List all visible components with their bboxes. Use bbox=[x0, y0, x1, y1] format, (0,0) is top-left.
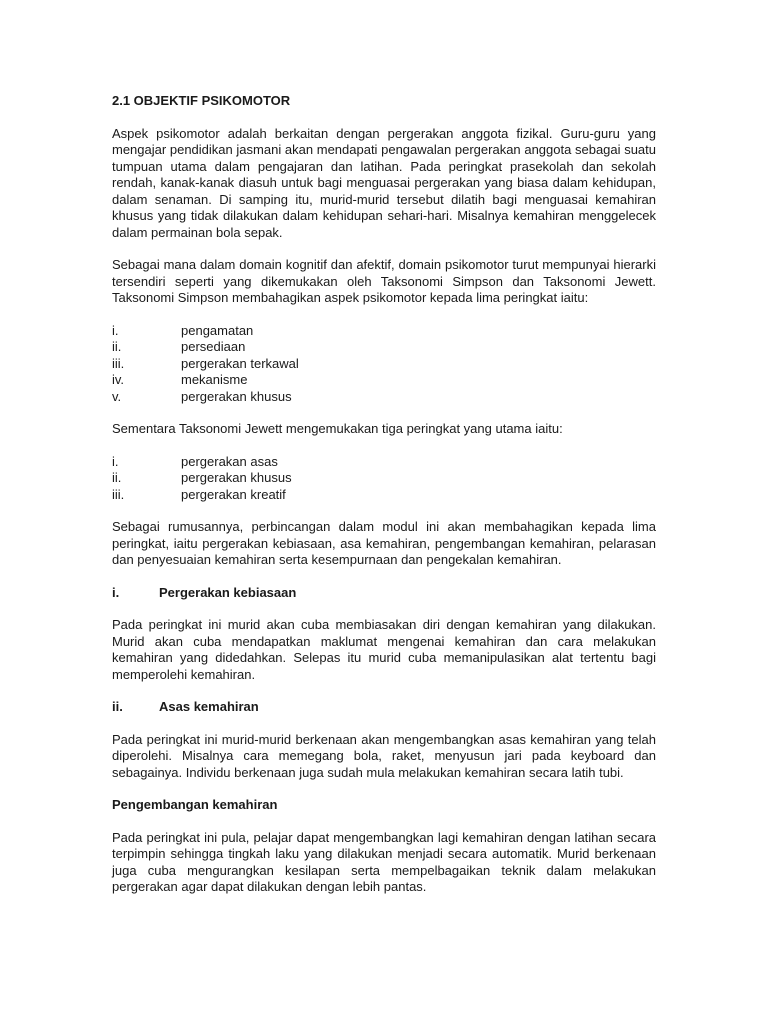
list-item bbox=[112, 323, 656, 340]
subheading-skill-development bbox=[112, 797, 656, 814]
list-item-text: persediaan bbox=[181, 339, 246, 354]
jewett-levels-list bbox=[112, 454, 656, 504]
subheading-habit bbox=[112, 585, 656, 602]
list-item-text: pergerakan asas bbox=[181, 453, 278, 469]
paragraph-habit: Pada peringkat ini murid akan cuba membiasakan diri dengan kemahiran yang dilakukan. Murid akan cuba mendapatkan maklumat mengenai kemahiran dan cara melakukan kemahiran yang didedahkan. Selepas itu murid cuba memanipulasikan alat tertentu bagi memperolehi kemahiran. bbox=[112, 617, 656, 682]
list-item bbox=[112, 470, 656, 487]
paragraph-summary: Sebagai rumusannya, perbincangan dalam modul ini akan membahagikan kepada lima peringkat, iaitu pergerakan kebiasaan, asa kemahiran, pengembangan kemahiran, pelarasan dan penyesuaian kemahiran serta kesempurnaan dan pengekalan kemahiran. bbox=[112, 519, 656, 567]
list-item bbox=[112, 487, 656, 504]
list-item-text: pergerakan khusus bbox=[181, 388, 292, 404]
document-page bbox=[112, 93, 656, 912]
list-item bbox=[112, 454, 656, 471]
paragraph-intro: Aspek psikomotor adalah berkaitan dengan pergerakan anggota fizikal. Guru-guru yang mengajar pendidikan jasmani akan mendapati pengawalan pergerakan anggota sebagai suatu tumpuan utama dalam pengajaran dan latihan. Pada peringkat prasekolah dan sekolah rendah, kanak-kanak diasuh untuk bagi menguasai pergerakan yang biasa dalam kehidupan, dalam senaman. Di samping itu, murid-murid tersebut dilatih bagi menguasai kemahiran khusus yang tidak dilakukan dalam kehidupan sehari-hari. Misalnya kemahiran menggelecek dalam permainan bola sepak. bbox=[112, 125, 656, 240]
list-item bbox=[112, 372, 656, 389]
list-item-text: pengamatan bbox=[181, 322, 254, 338]
subheading-title: Pengembangan kemahiran bbox=[112, 797, 278, 812]
paragraph-basic-skill: Pada peringkat ini murid-murid berkenaan akan mengembangkan asas kemahiran yang telah diperolehi. Misalnya cara memegang bola, raket, menyusun jari pada keyboard dan sebagainya. Individu berkenaan juga sudah mula melakukan kemahiran secara latih tubi. bbox=[112, 731, 656, 780]
subheading-title: Asas kemahiran bbox=[159, 699, 259, 714]
list-item bbox=[112, 339, 656, 356]
list-item-text: pergerakan terkawal bbox=[181, 355, 299, 371]
list-item-number: i. bbox=[112, 322, 119, 338]
section-heading: 2.1 OBJEKTIF PSIKOMOTOR bbox=[112, 93, 291, 108]
paragraph-taxonomy: Sebagai mana dalam domain kognitif dan afektif, domain psikomotor turut mempunyai hierarki tersendiri seperti yang dikemukakan oleh Taksonomi Simpson dan Taksonomi Jewett. Taksonomi Simpson membahagikan aspek psikomotor kepada lima peringkat iaitu: bbox=[112, 257, 656, 305]
list-item-text: pergerakan khusus bbox=[181, 470, 292, 485]
list-item bbox=[112, 356, 656, 373]
list-item-number: iii. bbox=[112, 355, 125, 371]
subheading-title: Pergerakan kebiasaan bbox=[159, 584, 297, 600]
list-item-number: ii. bbox=[112, 339, 122, 354]
list-item-number: v. bbox=[112, 388, 122, 404]
list-item-number: iv. bbox=[112, 372, 125, 387]
list-item-number: ii. bbox=[112, 470, 122, 485]
subheading-basic-skill bbox=[112, 699, 656, 716]
subheading-number: i. bbox=[112, 584, 120, 600]
list-item-number: i. bbox=[112, 453, 119, 469]
paragraph-jewett: Sementara Taksonomi Jewett mengemukakan tiga peringkat yang utama iaitu: bbox=[112, 421, 563, 436]
list-item-text: pergerakan kreatif bbox=[181, 486, 286, 502]
list-item-number: iii. bbox=[112, 486, 125, 502]
simpson-levels-list bbox=[112, 323, 656, 406]
list-item-text: mekanisme bbox=[181, 372, 248, 387]
subheading-number: ii. bbox=[112, 699, 123, 714]
list-item bbox=[112, 389, 656, 406]
paragraph-skill-development: Pada peringkat ini pula, pelajar dapat mengembangkan lagi kemahiran dengan latihan secara terpimpin sehingga tingkah laku yang dilakukan menjadi secara automatik. Murid berkenaan juga cuba mengurangkan kesilapan serta mempelbagaikan teknik dalam melakukan pergerakan agar dapat dilakukan dengan lebih pantas. bbox=[112, 829, 656, 894]
